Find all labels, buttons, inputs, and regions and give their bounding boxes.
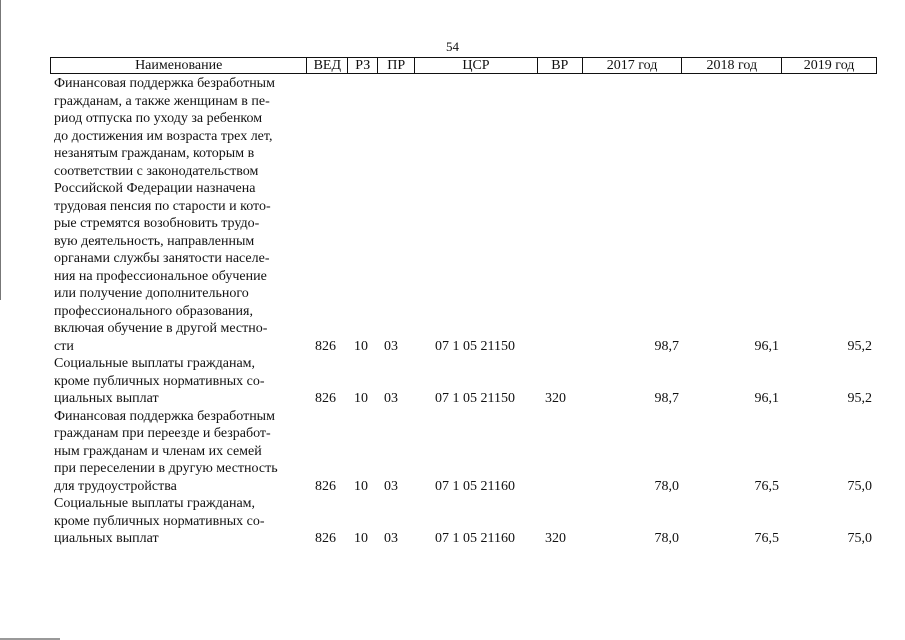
- header-2018: 2018 год: [682, 58, 782, 73]
- header-2019: 2019 год: [803, 58, 855, 73]
- header-vr: ВР: [538, 58, 583, 73]
- row-ved: 826: [315, 531, 336, 546]
- row-vr: 320: [545, 531, 566, 546]
- row-pr: 03: [384, 338, 398, 354]
- row-name: Социальные выплаты гражданам, кроме публичных нормативных со- циальных выплат: [54, 356, 265, 406]
- header-pr: ПР: [378, 58, 415, 73]
- row-2019: 95,2: [847, 338, 872, 354]
- row-name: Финансовая поддержка безработным гражданам при переезде и безработ- ным гражданам и членам их семей при переселении в другую местность для трудоустройства: [54, 408, 278, 494]
- row-ved: 826: [315, 478, 336, 494]
- row-rz: 10: [354, 338, 368, 354]
- header-rz: РЗ: [348, 58, 378, 73]
- row-csr: 07 1 05 21150: [435, 338, 515, 354]
- table-row: [50, 355, 877, 408]
- row-pr: 03: [384, 531, 398, 546]
- row-2017: 98,7: [654, 391, 679, 406]
- row-name: Социальные выплаты гражданам, кроме публичных нормативных со- циальных выплат: [54, 496, 265, 546]
- row-2018: 96,1: [754, 338, 779, 354]
- row-csr: 07 1 05 21160: [435, 531, 515, 546]
- row-ved: 826: [315, 338, 336, 354]
- table-row: [50, 75, 877, 355]
- row-name: Финансовая поддержка безработным гражданам, а также женщинам в пе- риод отпуска по уходу за ребенком до достижения им возраста трех лет, незанятым гражданам, которым в соответствии с законодательством Российской Федерации назначена трудовая пенсия по старости и кото- рые стремятся возобновить трудо- вую деятельность, направленным органами службы занятости населе- ния на профессиональное обучение или получение дополнительного профессионального образования, включая обучение в другой местно- сти: [54, 76, 275, 354]
- header-2017: 2017 год: [583, 58, 683, 73]
- header-name: Наименование: [51, 58, 307, 73]
- row-2018: 96,1: [754, 391, 779, 406]
- row-2017: 78,0: [654, 478, 679, 494]
- row-2018: 76,5: [754, 478, 779, 494]
- row-2019: 75,0: [847, 478, 872, 494]
- row-2019: 95,2: [847, 391, 872, 406]
- row-vr: 320: [545, 391, 566, 406]
- row-2017: 78,0: [654, 531, 679, 546]
- row-csr: 07 1 05 21160: [435, 478, 515, 494]
- table-row: [50, 408, 877, 496]
- row-pr: 03: [384, 391, 398, 406]
- row-2018: 76,5: [754, 531, 779, 546]
- row-pr: 03: [384, 478, 398, 494]
- table-body: [50, 75, 877, 548]
- table-header: [50, 57, 877, 74]
- row-ved: 826: [315, 391, 336, 406]
- header-csr: ЦСР: [415, 58, 538, 73]
- row-rz: 10: [354, 531, 368, 546]
- page-number: 54: [446, 39, 459, 54]
- row-2017: 98,7: [654, 338, 679, 354]
- row-2019: 75,0: [847, 531, 872, 546]
- row-rz: 10: [354, 478, 368, 494]
- row-csr: 07 1 05 21150: [435, 391, 515, 406]
- header-ved: ВЕД: [307, 58, 348, 73]
- table-row: [50, 495, 877, 548]
- row-rz: 10: [354, 391, 368, 406]
